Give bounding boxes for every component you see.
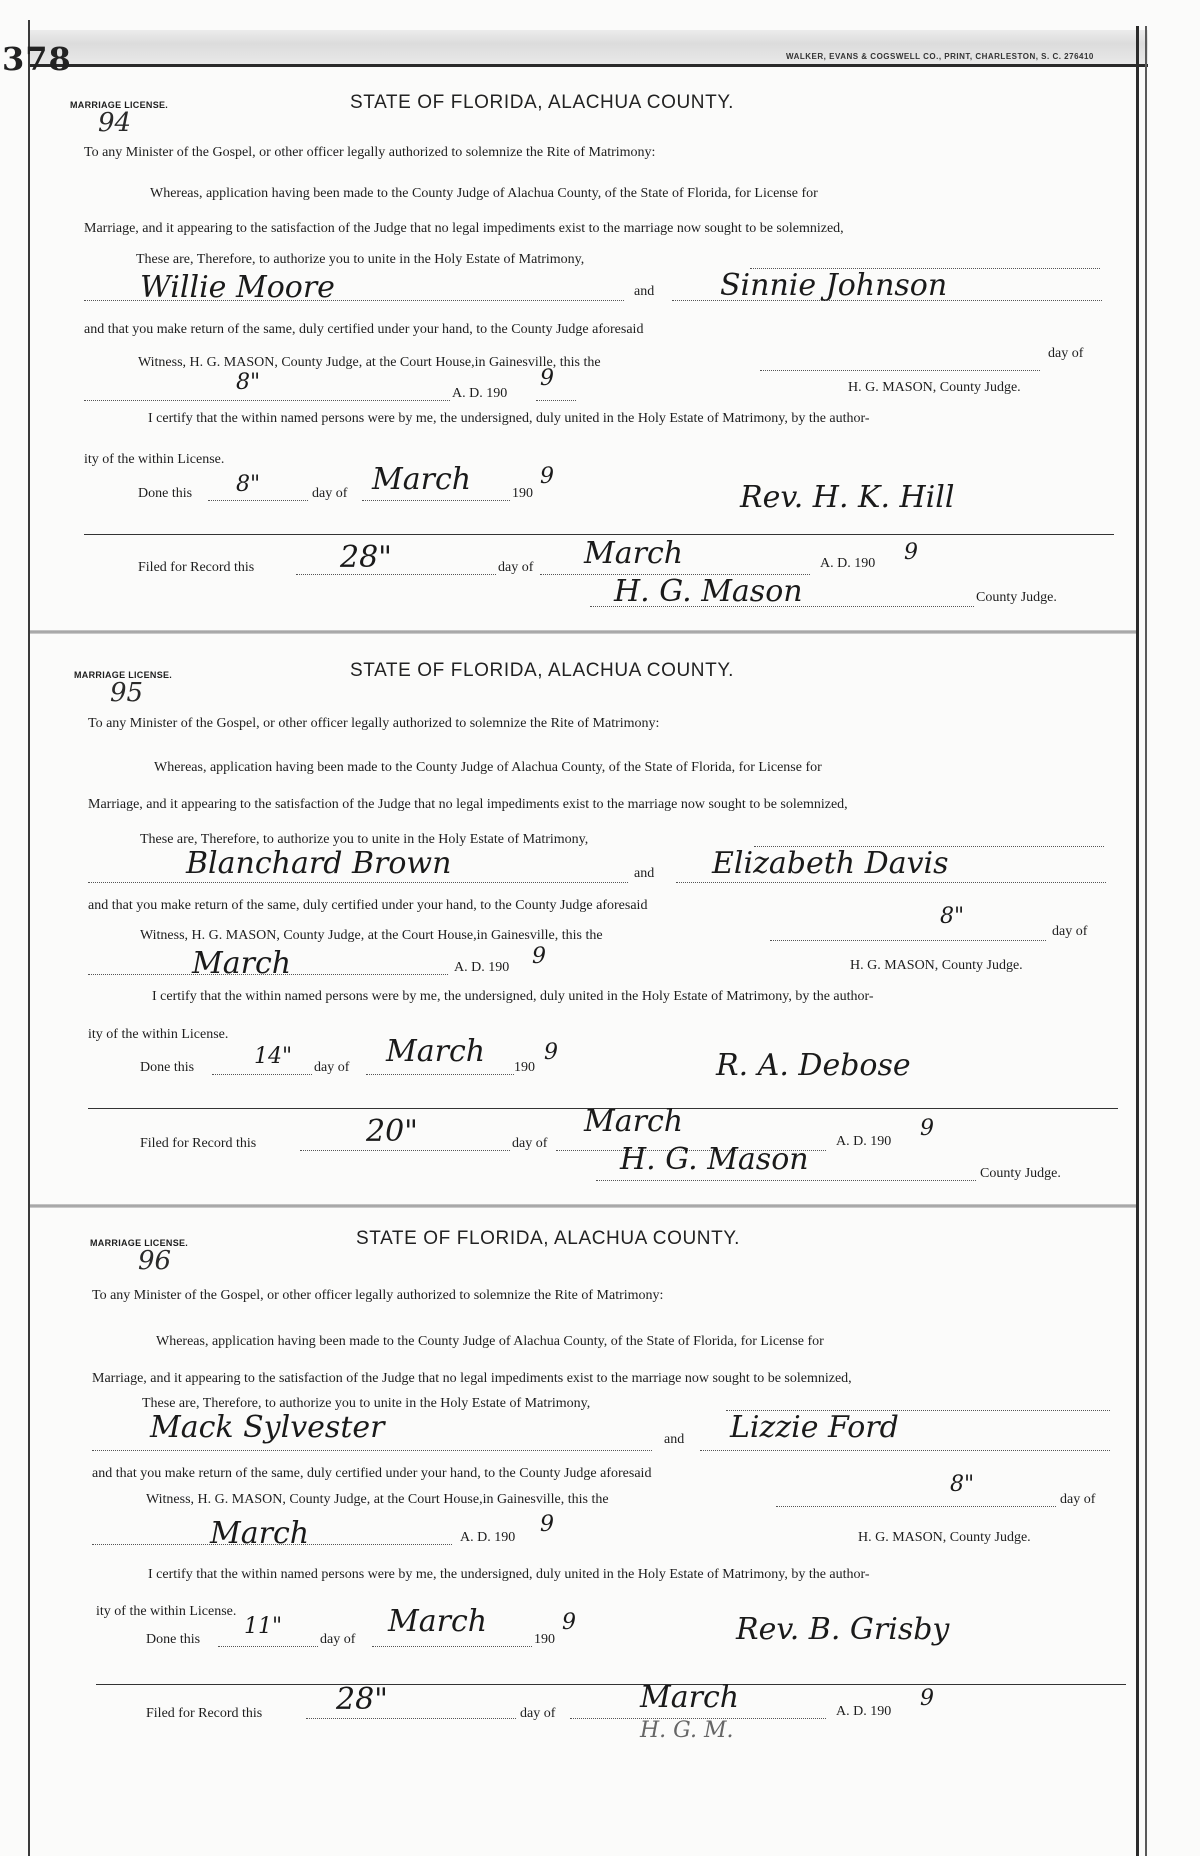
done-month-line [366,1074,514,1075]
witness-month: March [210,1516,310,1551]
filed-day-of: day of [512,1136,548,1151]
judge-signature: H. G. M. [640,1718,734,1743]
witness-day-line [776,1506,1056,1507]
done-day-line [218,1646,318,1647]
certify-line-2: ity of the within License. [96,1604,237,1619]
license-separator [30,1204,1136,1208]
witness-year: 9 [540,366,554,391]
filed-day-of: day of [520,1706,556,1721]
whereas-line-2: Marriage, and it appearing to the satisfaction of the Judge that no legal impediments exist to the marriage now sought to be solemnized, [84,221,844,236]
certify-line-1: I certify that the within named persons were by me, the undersigned, duly united in the Holy Estate of Matrimony, by the author- [152,989,874,1004]
judge-name: H. G. MASON, County Judge. [850,958,1023,973]
and-label: and [664,1432,685,1447]
and-label: and [634,866,655,881]
printer-imprint: WALKER, EVANS & COGSWELL CO., PRINT, CHARLESTON, S. C. 276410 [786,52,1094,61]
filed-label: Filed for Record this [140,1136,257,1151]
authorize-line: These are, Therefore, to authorize you to unite in the Holy Estate of Matrimony, [142,1396,591,1411]
filed-ad: A. D. 190 [836,1134,892,1149]
whereas-line-1: Whereas, application having been made to the County Judge of Alachua County, of the State of Florida, for License for [154,760,822,775]
groom-line [92,1450,652,1451]
county-judge-label: County Judge. [980,1166,1061,1181]
filed-day-line [300,1150,510,1151]
filed-day: 28" [336,1682,388,1717]
groom-line [84,300,624,301]
done-month: March [372,462,472,497]
right-margin-rule-2 [1145,26,1147,1856]
filed-ad: A. D. 190 [836,1704,892,1719]
certify-line-2: ity of the within License. [88,1027,229,1042]
bride-name: Elizabeth Davis [712,846,949,881]
done-month-line [372,1646,532,1647]
officiant-signature: Rev. H. K. Hill [740,480,955,515]
witness-line: Witness, H. G. MASON, County Judge, at the Court House,in Gainesville, this the [138,355,601,370]
certify-line-1: I certify that the within named persons were by me, the undersigned, duly united in the Holy Estate of Matrimony, by the author- [148,411,870,426]
officiant-signature: R. A. Debose [716,1048,911,1083]
year-prefix: 190 [534,1632,555,1647]
bride-line [676,882,1106,883]
witness-month-line [84,400,450,401]
judge-signature-line [596,1180,976,1181]
license-number: 96 [138,1246,172,1276]
license-number: 94 [98,108,132,138]
filed-day: 20" [366,1114,418,1149]
groom-name: Blanchard Brown [186,846,452,881]
whereas-line-1: Whereas, application having been made to the County Judge of Alachua County, of the State of Florida, for License for [156,1334,824,1349]
day-of-label: day of [1060,1492,1096,1507]
witness-month-line [88,974,448,975]
address-line: To any Minister of the Gospel, or other officer legally authorized to solemnize the Rite of Matrimony: [84,145,656,160]
certify-line-1: I certify that the within named persons were by me, the undersigned, duly united in the Holy Estate of Matrimony, by the author- [148,1567,870,1582]
done-day: 14" [254,1044,293,1069]
witness-day: 8" [950,1472,975,1497]
authorize-line: These are, Therefore, to authorize you to unite in the Holy Estate of Matrimony, [140,832,589,847]
day-of-label: day of [1048,346,1084,361]
done-month-line [362,500,510,501]
witness-year-line [536,400,576,401]
and-label: and [634,284,655,299]
groom-name: Mack Sylvester [150,1410,385,1445]
license-separator [30,630,1136,634]
year-prefix: 190 [512,486,533,501]
bride-line [700,1450,1110,1451]
ad-label: A. D. 190 [452,386,508,401]
done-day-line [208,500,308,501]
witness-line: Witness, H. G. MASON, County Judge, at the Court House,in Gainesville, this the [140,928,603,943]
done-this-label: Done this [146,1632,201,1647]
whereas-line-1: Whereas, application having been made to the County Judge of Alachua County, of the State of Florida, for License for [150,186,818,201]
filed-month: March [584,536,684,571]
ad-label: A. D. 190 [454,960,510,975]
day-of-label-2: day of [320,1632,356,1647]
groom-line [88,882,628,883]
section-rule [96,1684,1126,1685]
ad-label: A. D. 190 [460,1530,516,1545]
filed-day-of: day of [498,560,534,575]
county-judge-label: County Judge. [976,590,1057,605]
filed-month: March [640,1680,740,1715]
witness-year: 9 [540,1512,554,1537]
day-of-label-2: day of [312,486,348,501]
return-line: and that you make return of the same, duly certified under your hand, to the County Judge aforesaid [84,322,644,337]
done-this-label: Done this [140,1060,195,1075]
done-year: 9 [562,1610,576,1635]
filed-month: March [584,1104,684,1139]
left-margin-rule [28,20,30,1856]
witness-month: March [192,946,292,981]
filed-ad: A. D. 190 [820,556,876,571]
bride-name: Lizzie Ford [730,1410,899,1445]
authorize-line: These are, Therefore, to authorize you to unite in the Holy Estate of Matrimony, [136,252,585,267]
certify-line-2: ity of the within License. [84,452,225,467]
judge-signature: H. G. Mason [614,574,803,609]
judge-signature-line [590,606,974,607]
address-line: To any Minister of the Gospel, or other officer legally authorized to solemnize the Rite of Matrimony: [88,716,660,731]
filed-year: 9 [920,1116,934,1141]
address-line: To any Minister of the Gospel, or other officer legally authorized to solemnize the Rite of Matrimony: [92,1288,664,1303]
witness-day-line [760,370,1040,371]
witness-day-line [770,940,1046,941]
witness-date: 8" [236,370,261,395]
judge-signature: H. G. Mason [620,1142,809,1177]
whereas-line-2: Marriage, and it appearing to the satisfaction of the Judge that no legal impediments exist to the marriage now sought to be solemnized, [88,797,848,812]
right-margin-rule [1136,26,1139,1856]
done-year: 9 [544,1040,558,1065]
whereas-line-2: Marriage, and it appearing to the satisfaction of the Judge that no legal impediments exist to the marriage now sought to be solemnized, [92,1371,852,1386]
page-number: 378 [2,40,72,78]
done-day: 8" [236,472,261,497]
groom-name: Willie Moore [140,270,335,305]
license-number: 95 [110,678,144,708]
filed-year: 9 [920,1686,934,1711]
filed-day: 28" [340,540,392,575]
filed-day-line [296,574,496,575]
done-month: March [386,1034,486,1069]
license-label: MARRIAGE LICENSE. [90,1238,189,1248]
filed-label: Filed for Record this [138,560,255,575]
done-year: 9 [540,464,554,489]
day-of-label: day of [1052,924,1088,939]
license-title: STATE OF FLORIDA, ALACHUA COUNTY. [356,1228,741,1249]
filed-label: Filed for Record this [146,1706,263,1721]
done-month: March [388,1604,488,1639]
return-line: and that you make return of the same, duly certified under your hand, to the County Judge aforesaid [92,1466,652,1481]
witness-year: 9 [532,944,546,969]
witness-day: 8" [940,904,965,929]
witness-month-line [92,1544,452,1545]
done-day: 11" [244,1614,283,1639]
day-of-label-2: day of [314,1060,350,1075]
judge-name: H. G. MASON, County Judge. [848,380,1021,395]
done-this-label: Done this [138,486,193,501]
return-line: and that you make return of the same, duly certified under your hand, to the County Judge aforesaid [88,898,648,913]
filed-year: 9 [904,540,918,565]
officiant-signature: Rev. B. Grisby [736,1612,950,1647]
section-rule [84,534,1114,535]
witness-line: Witness, H. G. MASON, County Judge, at the Court House,in Gainesville, this the [146,1492,609,1507]
done-day-line [212,1074,312,1075]
license-title: STATE OF FLORIDA, ALACHUA COUNTY. [350,92,735,113]
header-rule [28,64,1148,67]
bride-line [672,300,1102,301]
judge-name: H. G. MASON, County Judge. [858,1530,1031,1545]
license-label: MARRIAGE LICENSE. [70,100,169,110]
license-label: MARRIAGE LICENSE. [74,670,173,680]
license-title: STATE OF FLORIDA, ALACHUA COUNTY. [350,660,735,681]
year-prefix: 190 [514,1060,535,1075]
filed-day-line [306,1718,516,1719]
bride-name: Sinnie Johnson [720,268,948,303]
